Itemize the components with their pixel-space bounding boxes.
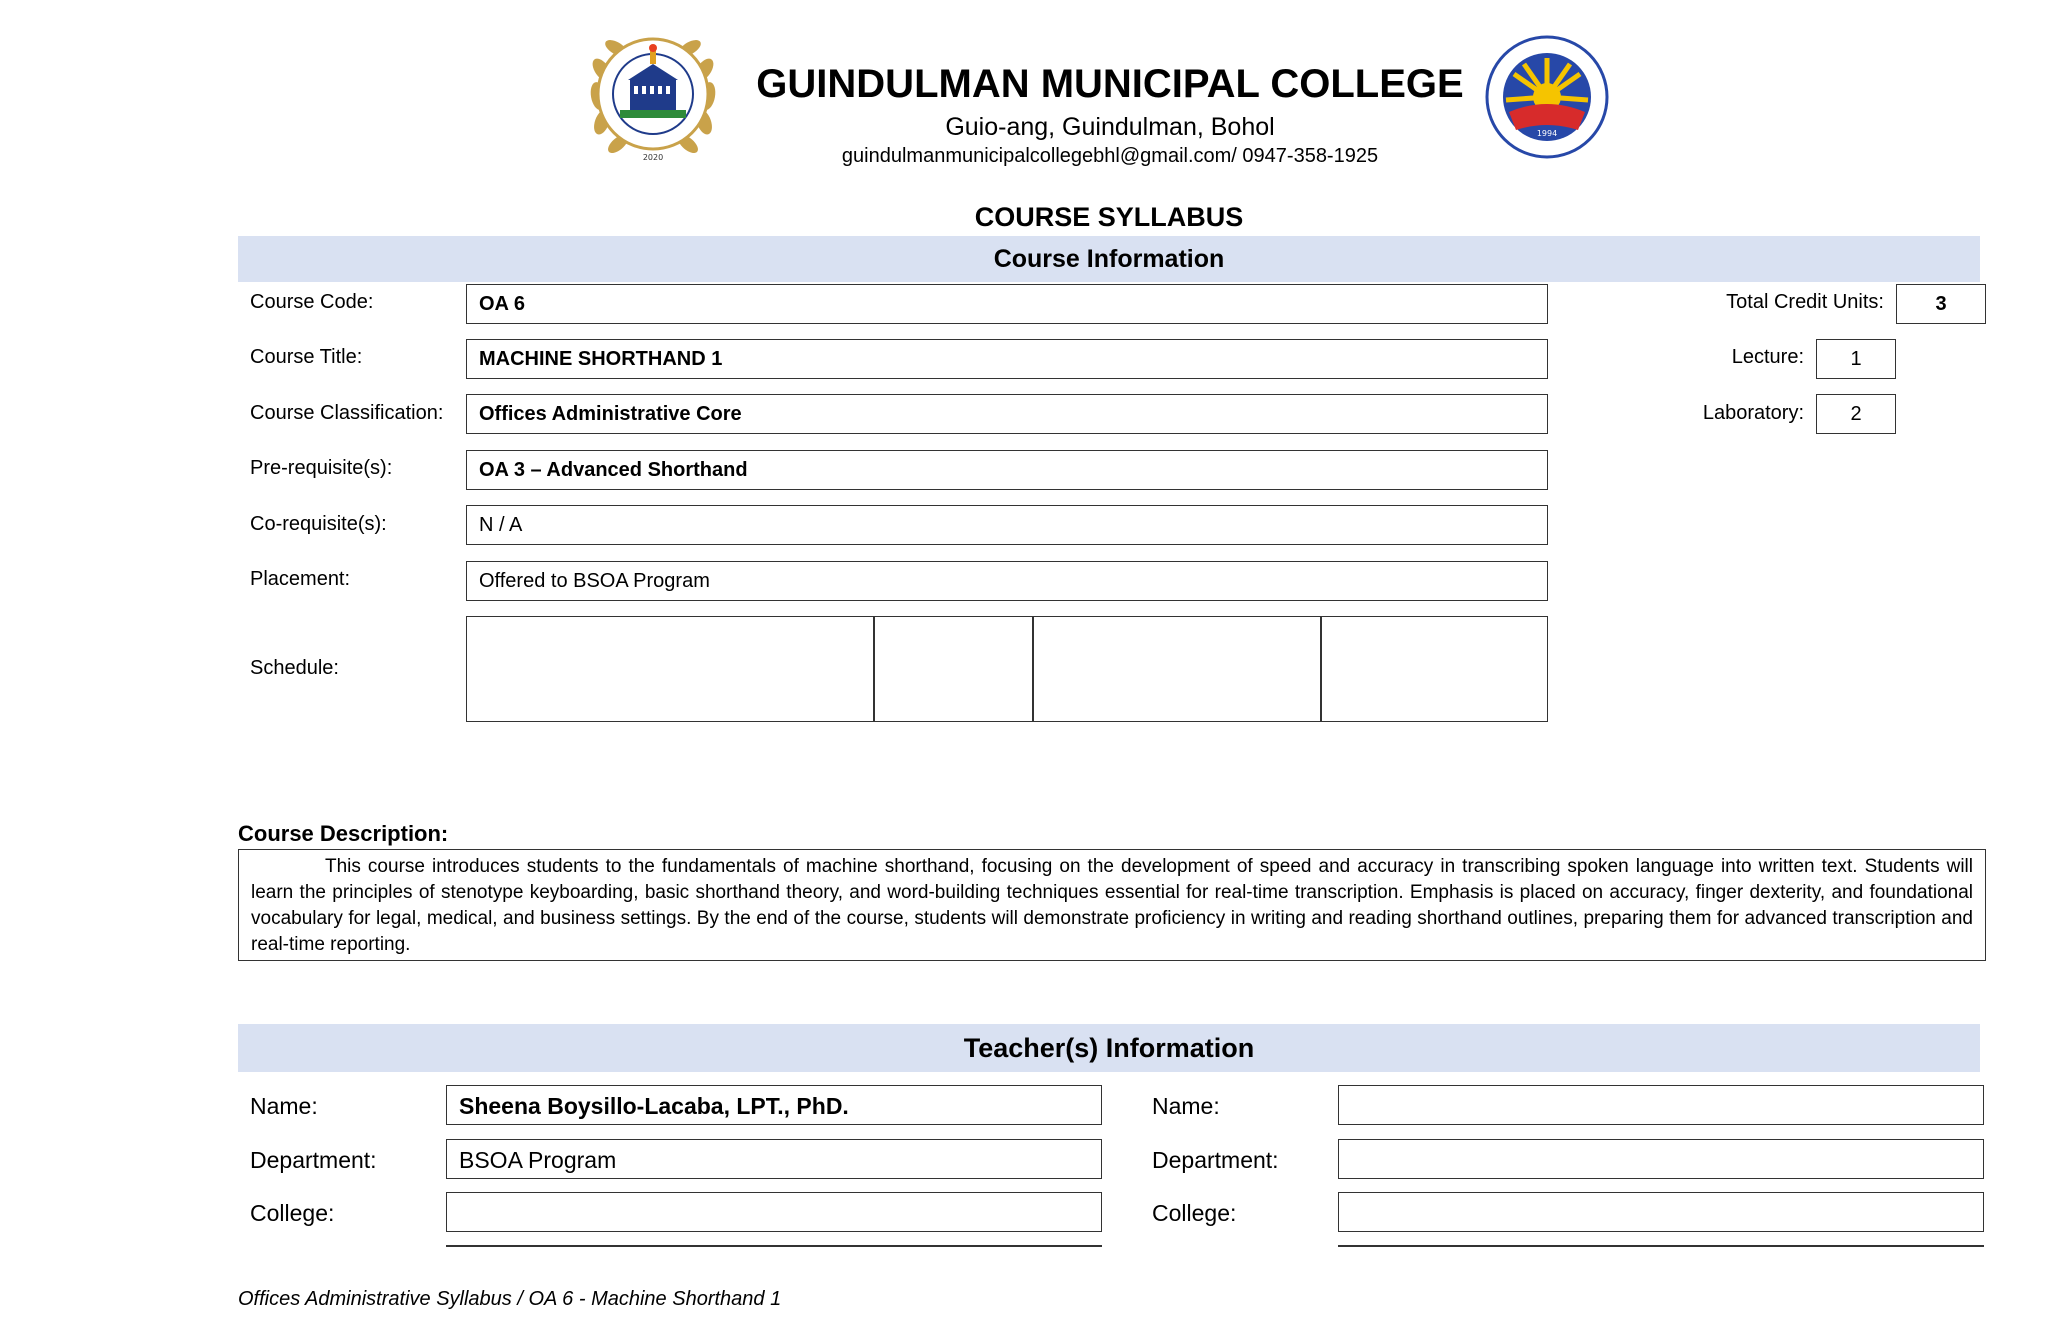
prerequisite-label: Pre-requisite(s): xyxy=(250,457,393,479)
course-description-box xyxy=(238,849,1986,961)
corequisite-value: N / A xyxy=(479,514,523,536)
teacher-info-heading: Teacher(s) Information xyxy=(238,1024,1980,1072)
total-credit-value: 3 xyxy=(1896,284,1986,324)
course-info-heading: Course Information xyxy=(238,236,1980,282)
schedule-label: Schedule: xyxy=(250,657,339,679)
teacher2-name-field xyxy=(1338,1085,1984,1125)
corequisite-label: Co-requisite(s): xyxy=(250,513,387,535)
teacher1-college-field xyxy=(446,1192,1102,1232)
teacher1-signature-line xyxy=(446,1245,1102,1247)
lecture-label: Lecture: xyxy=(1731,346,1804,368)
page-footer: Offices Administrative Syllabus / OA 6 - Machine Shorthand 1 xyxy=(238,1288,782,1310)
course-code-value: OA 6 xyxy=(479,293,525,315)
college-name: GUINDULMAN MUNICIPAL COLLEGE xyxy=(756,62,1464,106)
course-title-label: Course Title: xyxy=(250,346,363,368)
schedule-table xyxy=(466,616,1548,722)
schedule-divider xyxy=(1320,617,1322,721)
teacher2-signature-line xyxy=(1338,1245,1984,1247)
teacher1-department-field: BSOA Program xyxy=(446,1139,1102,1179)
teacher1-name-field: Sheena Boysillo-Lacaba, LPT., PhD. xyxy=(446,1085,1102,1125)
total-credit-label: Total Credit Units: xyxy=(1726,291,1884,313)
teacher1-department-label: Department: xyxy=(250,1147,377,1173)
course-title-field xyxy=(466,339,1548,379)
lecture-value: 1 xyxy=(1816,339,1896,379)
course-code-field xyxy=(466,284,1548,324)
teacher2-department-field xyxy=(1338,1139,1984,1179)
college-contact: guindulmanmunicipalcollegebhl@gmail.com/ 0947-358-1925 xyxy=(841,145,1379,167)
placement-label: Placement: xyxy=(250,568,351,590)
teacher2-department-label: Department: xyxy=(1152,1147,1279,1173)
prerequisite-field xyxy=(466,450,1548,490)
ched-seal-logo xyxy=(1484,34,1610,160)
college-address: Guio-ang, Guindulman, Bohol xyxy=(945,113,1275,141)
course-description-text: This course introduces students to the fundamentals of machine shorthand, focusing on the development of speed and accuracy in transcribing spoken language into written text. Students will learn the principles of stenotype keyboarding, basic shorthand theory, and word-building techniques essential for real-time transcription. Emphasis is placed on accuracy, finger dexterity, and foundational vocabulary for legal, medical, and business settings. By the end of the course, students will demonstrate proficiency in writing and reading shorthand outlines, preparing them for advanced transcription and real-time reporting. xyxy=(251,856,1973,955)
prerequisite-value: OA 3 – Advanced Shorthand xyxy=(479,459,748,481)
placement-value: Offered to BSOA Program xyxy=(479,570,710,592)
course-classification-field xyxy=(466,394,1548,434)
laboratory-value: 2 xyxy=(1816,394,1896,434)
course-code-label: Course Code: xyxy=(250,291,374,313)
corequisite-field xyxy=(466,505,1548,545)
svg-text:2020: 2020 xyxy=(642,153,664,162)
course-title-value: MACHINE SHORTHAND 1 xyxy=(479,348,723,370)
teacher2-name-label: Name: xyxy=(1152,1093,1220,1119)
placement-field xyxy=(466,561,1548,601)
teacher2-college-field xyxy=(1338,1192,1984,1232)
course-description-heading: Course Description: xyxy=(238,821,449,846)
schedule-divider xyxy=(1032,617,1034,721)
course-classification-label: Course Classification: xyxy=(250,402,444,424)
teacher1-college-label: College: xyxy=(250,1200,335,1226)
teacher1-name-label: Name: xyxy=(250,1093,318,1119)
laboratory-label: Laboratory: xyxy=(1702,402,1804,424)
course-classification-value: Offices Administrative Core xyxy=(479,403,742,425)
teacher2-college-label: College: xyxy=(1152,1200,1237,1226)
svg-text:1994: 1994 xyxy=(1536,129,1558,138)
schedule-divider xyxy=(873,617,875,721)
doc-title: COURSE SYLLABUS xyxy=(974,202,1244,232)
